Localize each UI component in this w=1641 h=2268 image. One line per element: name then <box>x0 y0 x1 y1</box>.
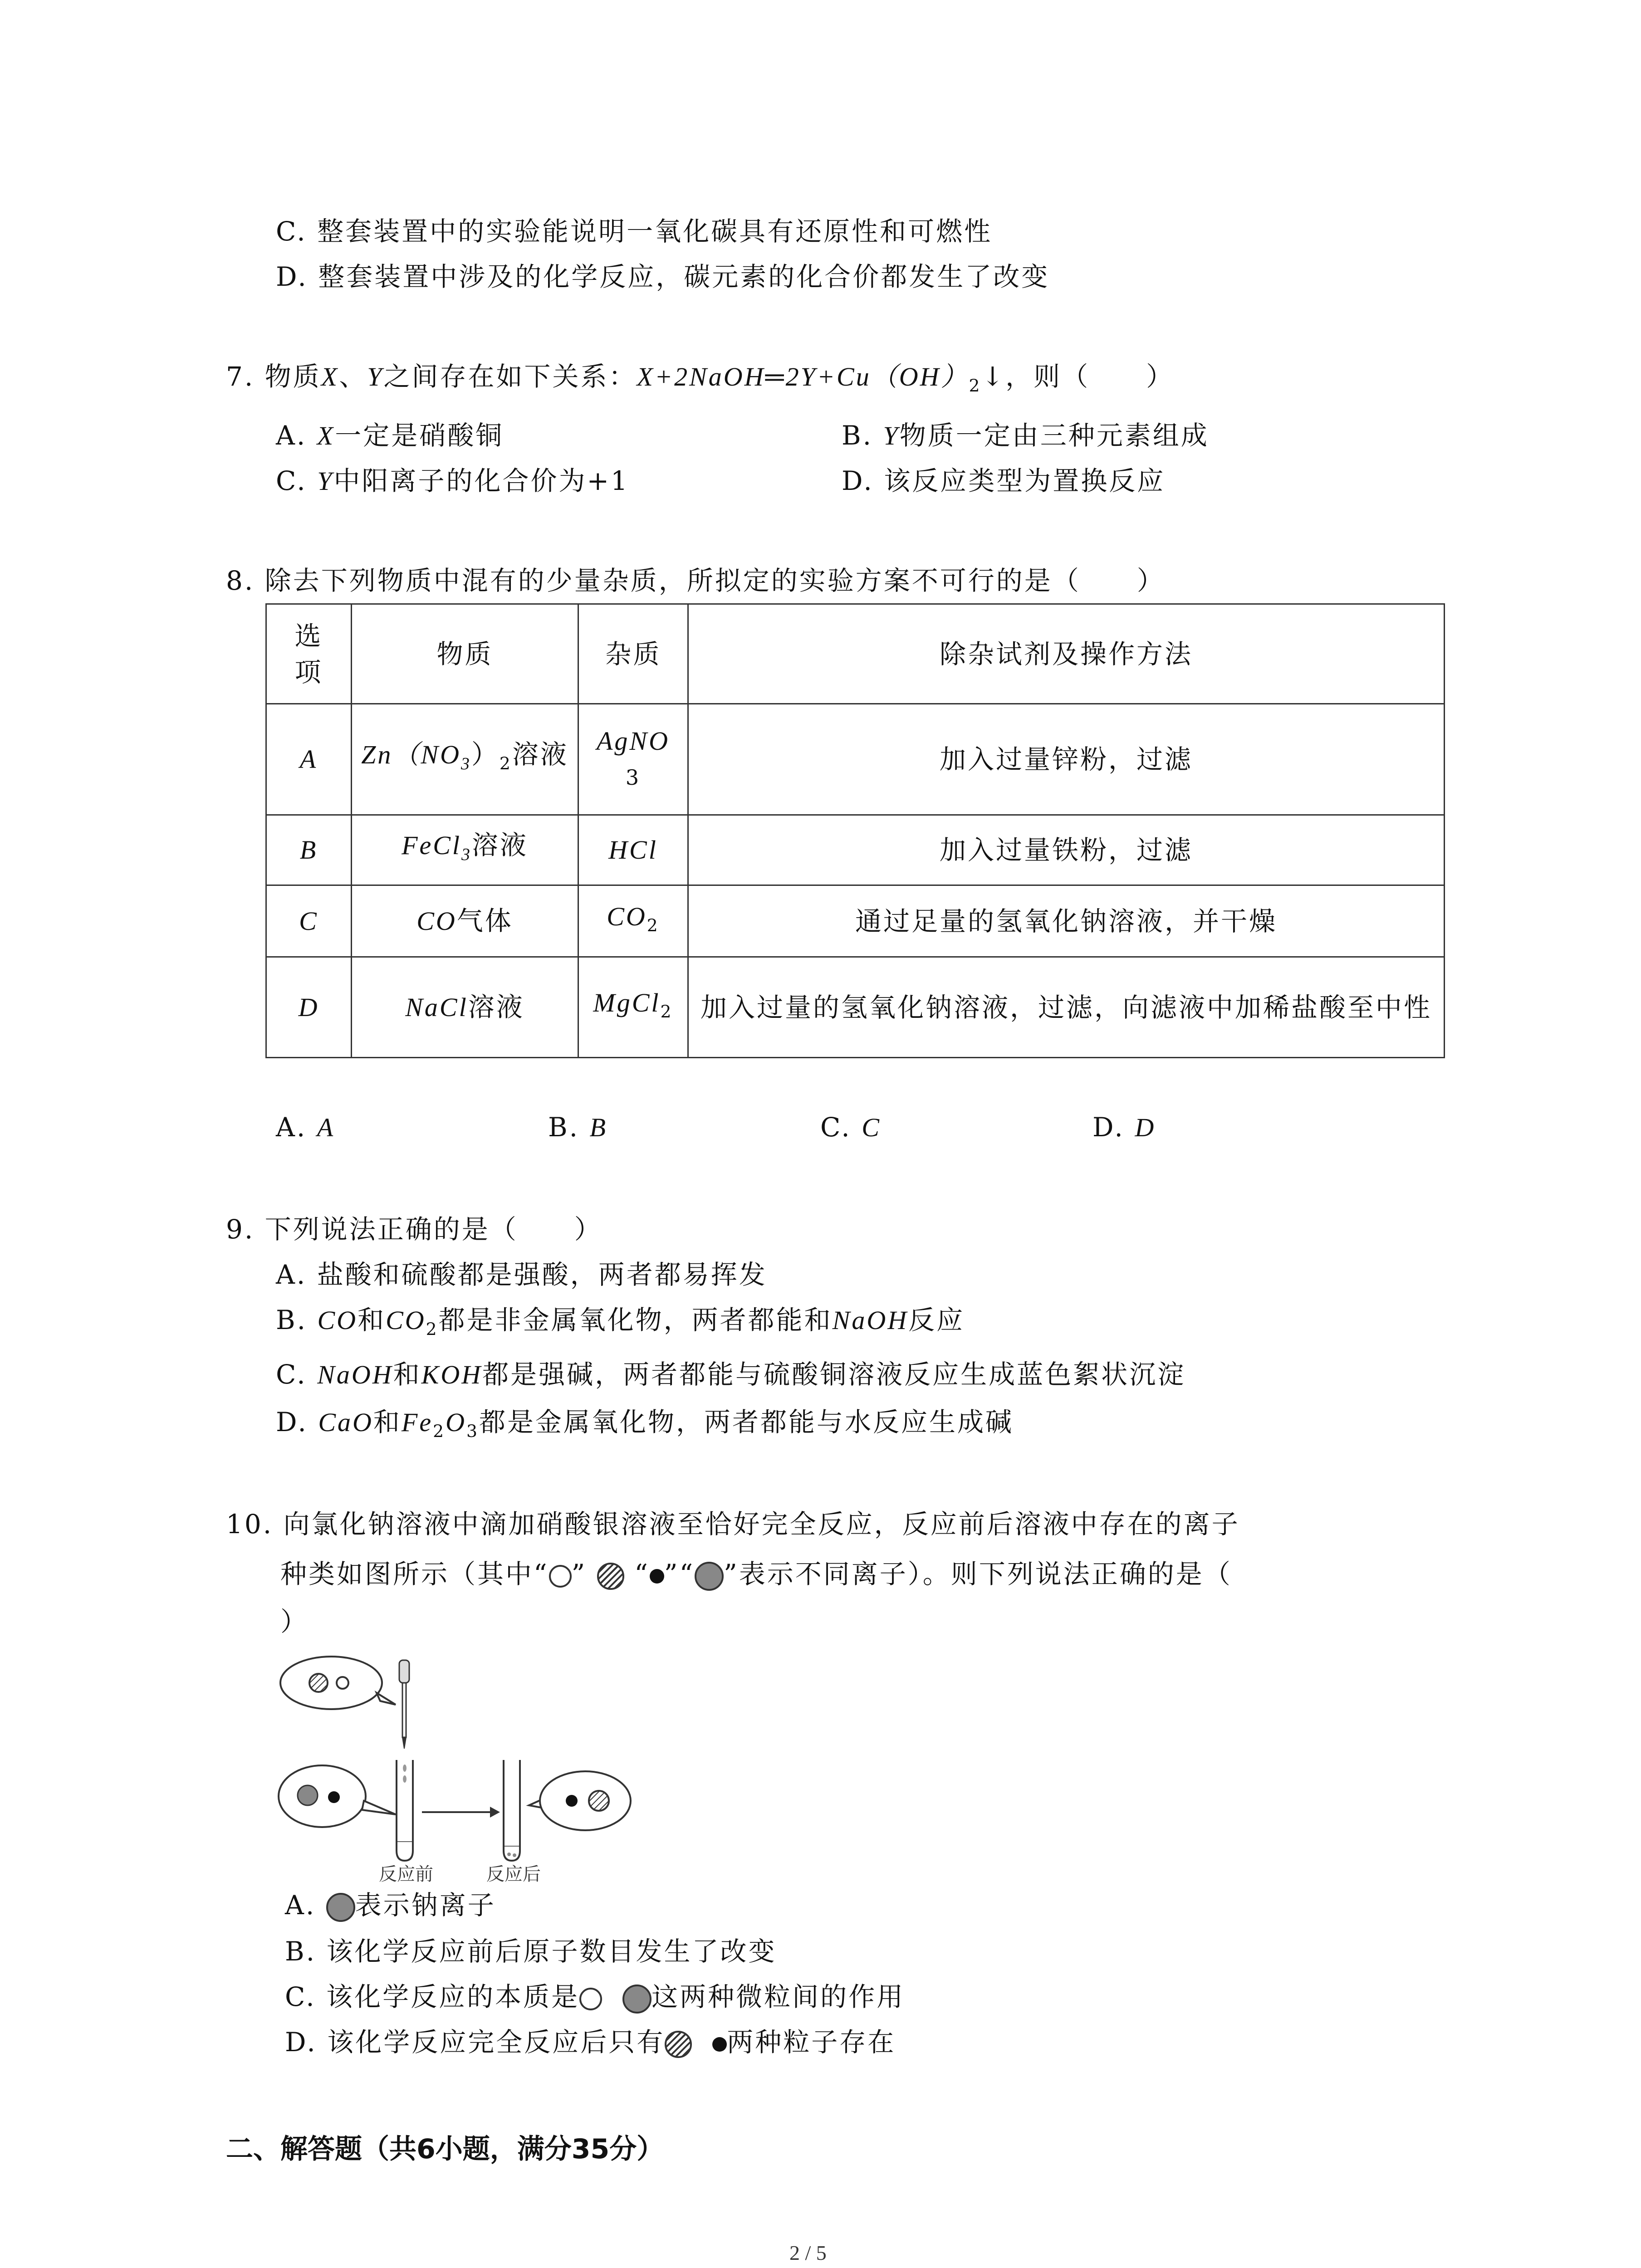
table-header-row <box>266 604 1445 704</box>
row-option: D <box>266 957 352 1058</box>
after-label: 反应后 <box>486 1864 541 1885</box>
q9-stem: 9. 下列说法正确的是（ ） <box>226 1214 603 1245</box>
q6-option-d: D. 整套装置中涉及的化学反应，碳元素的化合价都发生了改变 <box>276 261 1050 292</box>
reaction-diagram <box>277 1651 844 1887</box>
test-tube-after-icon <box>504 1760 520 1861</box>
header-substance: 物质 <box>352 604 578 704</box>
row-substance: CO气体 <box>352 885 578 957</box>
hatched-ion-icon <box>665 2031 692 2058</box>
q7-option-d: D. 该反应类型为置换反应 <box>842 465 1166 496</box>
q8-answer-d: D. D <box>1092 1112 1156 1143</box>
header-method: 除杂试剂及操作方法 <box>688 604 1445 704</box>
q10-stem-line2: 种类如图所示（其中“ ” “ ”“ ”表示不同离子）。则下列说法正确的是（ <box>280 1556 1232 1592</box>
row-option: B <box>266 815 352 885</box>
row-method: 加入过量锌粉，过滤 <box>688 704 1445 815</box>
q9-option-b: B. CO和$CO_2$都是非金属氧化物，两者都能和NaOH反应 <box>276 1305 965 1339</box>
black-ion-icon <box>566 1795 578 1807</box>
hatched-ion-icon <box>597 1563 624 1590</box>
arrow-right-icon <box>422 1807 500 1818</box>
row-impurity: HCl <box>578 815 688 885</box>
black-ion-icon <box>328 1791 340 1803</box>
page-number: 2 / 5 <box>789 2241 827 2264</box>
q10-stem-line3: ） <box>280 1606 309 1637</box>
section-heading: 二、解答题（共6小题，满分35分） <box>226 2133 664 2165</box>
row-option: C <box>266 885 352 957</box>
q8-answer-b: B. B <box>548 1112 607 1143</box>
q7-option-c: C. Y中阳离子的化合价为+1 <box>276 465 629 496</box>
gray-ion-icon <box>298 1785 318 1805</box>
black-ion-icon <box>650 1569 664 1584</box>
q10-option-b: B. 该化学反应前后原子数目发生了改变 <box>285 1936 777 1967</box>
q9-option-c: C. NaOH和KOH都是强碱，两者都能与硫酸铜溶液反应生成蓝色絮状沉淀 <box>276 1359 1186 1390</box>
test-tube-before-icon <box>397 1760 413 1861</box>
after-solution-bubble <box>529 1771 631 1830</box>
gray-ion-icon <box>326 1893 355 1922</box>
row-impurity: MgCl$_2$ <box>578 957 688 1058</box>
hatched-ion-icon <box>309 1674 328 1692</box>
q8-answer-c: C. C <box>820 1112 881 1143</box>
q7-option-a: A. X一定是硝酸铜 <box>276 420 504 451</box>
q10-option-d: D. 该化学反应完全反应后只有 两种粒子存在 <box>285 2027 896 2058</box>
row-method: 加入过量铁粉，过滤 <box>688 815 1445 885</box>
q9-option-a: A. 盐酸和硫酸都是强酸，两者都易挥发 <box>276 1259 767 1290</box>
q7-stem: 7. 物质X、Y之间存在如下关系：$X+2NaOH═2Y+Cu(OH)_2↓$，则（ ） <box>226 361 1175 396</box>
before-solution-bubble <box>279 1765 396 1827</box>
q8-table <box>265 603 1445 1058</box>
dropper-icon <box>399 1660 409 1749</box>
q8-answer-a: A. A <box>276 1112 335 1143</box>
row-option: A <box>266 704 352 815</box>
q10-option-a: A. 表示钠离子 <box>285 1887 496 1923</box>
q10-option-c: C. 该化学反应的本质是 这两种微粒间的作用 <box>285 1979 905 2015</box>
q6-option-c: C. 整套装置中的实验能说明一氧化碳具有还原性和可燃性 <box>276 216 993 247</box>
q8-stem: 8. 除去下列物质中混有的少量杂质，所拟定的实验方案不可行的是（ ） <box>226 565 1165 596</box>
row-substance: $Zn(NO_3)_2$溶液 <box>352 704 578 815</box>
row-impurity: $CO_2$ <box>578 885 688 957</box>
header-option: 选项 <box>266 604 352 704</box>
q7-option-b: B. Y物质一定由三种元素组成 <box>842 420 1209 451</box>
white-ion-icon <box>549 1565 572 1588</box>
table-row <box>266 815 1445 885</box>
gray-ion-icon <box>695 1562 724 1591</box>
before-label: 反应前 <box>379 1864 433 1885</box>
black-ion-icon <box>712 2037 727 2052</box>
row-method: 加入过量的氢氧化钠溶液，过滤，向滤液中加稀盐酸至中性 <box>688 957 1445 1058</box>
row-substance: NaCl溶液 <box>352 957 578 1058</box>
gray-ion-icon <box>622 1984 652 2014</box>
white-ion-icon <box>579 1988 602 2010</box>
dropper-solution-bubble <box>280 1657 396 1709</box>
q9-option-d: D. CaO和$Fe_2O_3$都是金属氧化物，两者都能与水反应生成碱 <box>276 1407 1014 1442</box>
header-impurity: 杂质 <box>578 604 688 704</box>
q10-stem-line1: 10. 向氯化钠溶液中滴加硝酸银溶液至恰好完全反应，反应前后溶液中存在的离子 <box>226 1509 1240 1540</box>
row-method: 通过足量的氢氧化钠溶液，并干燥 <box>688 885 1445 957</box>
table-row <box>266 885 1445 957</box>
white-ion-icon <box>337 1677 348 1689</box>
hatched-ion-icon <box>589 1791 609 1811</box>
row-substance: FeCl$_3$溶液 <box>352 815 578 885</box>
table-row <box>266 704 1445 815</box>
table-row <box>266 957 1445 1058</box>
row-impurity: AgNO 3 <box>578 704 688 815</box>
